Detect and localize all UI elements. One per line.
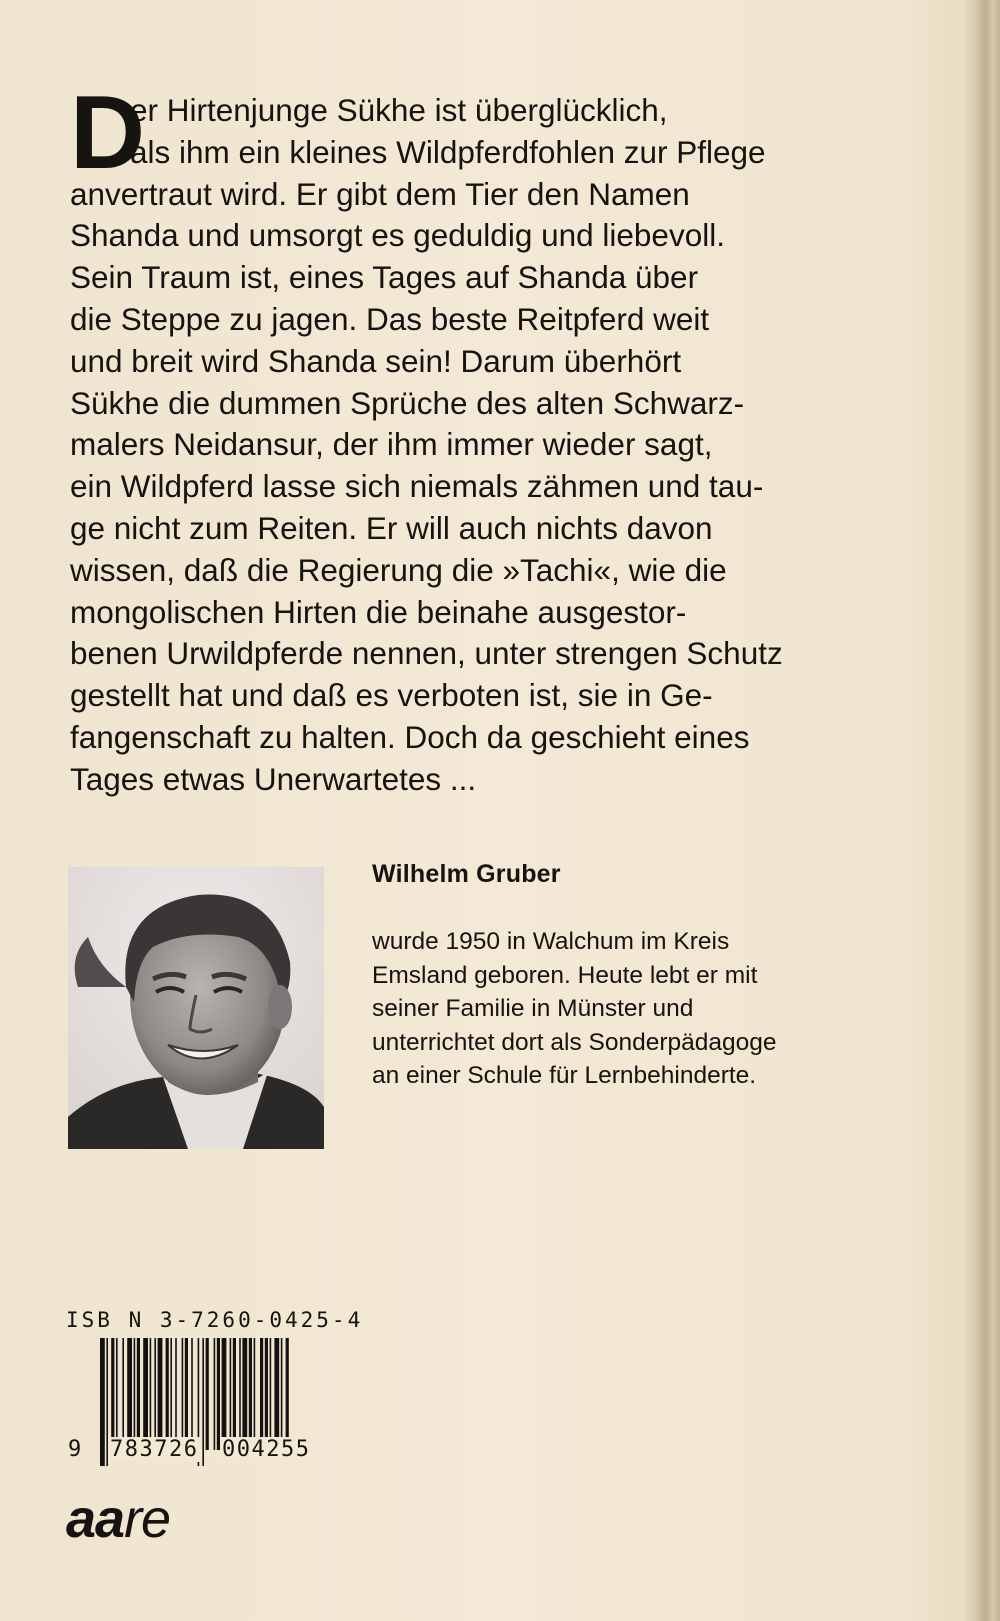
barcode-bar <box>134 1338 136 1450</box>
barcode-bar <box>154 1338 156 1450</box>
blurb-line: gestellt hat und daß es verboten ist, sie in Ge- <box>70 677 713 714</box>
barcode-bar <box>206 1338 209 1450</box>
barcode-bar <box>242 1338 247 1450</box>
barcode-bar <box>222 1338 227 1450</box>
blurb-line: wissen, daß die Regierung die »Tachi«, wie die <box>70 551 727 588</box>
barcode-bar <box>254 1338 256 1450</box>
author-photo <box>68 867 324 1149</box>
publisher-logo-bold: aa <box>66 1489 125 1549</box>
barcode-bar <box>158 1338 163 1450</box>
barcode-bar <box>191 1338 193 1450</box>
barcode-bar <box>111 1338 114 1450</box>
blurb-text <box>70 75 920 801</box>
blurb-line: ein Wildpferd lasse sich niemals zähmen und tau- <box>70 468 764 505</box>
barcode-bar <box>214 1338 216 1450</box>
blurb-line: Sein Traum ist, eines Tages auf Shanda über <box>70 259 699 296</box>
barcode-bar <box>185 1338 188 1450</box>
barcode-bar <box>260 1338 263 1450</box>
blurb-line: Shanda und umsorgt es geduldig und liebevoll. <box>70 217 725 254</box>
barcode-bar <box>116 1338 118 1450</box>
author-name: Wilhelm Gruber <box>372 860 561 888</box>
barcode-bar <box>274 1338 279 1450</box>
blurb-line: und breit wird Shanda sein! Darum überhört <box>70 342 682 379</box>
author-bio-line: seiner Familie in Münster und <box>372 995 694 1022</box>
author-bio-line: unterrichtet dort als Sonderpädagoge <box>372 1028 777 1056</box>
blurb-line: ge nicht zum Reiten. Er will auch nichts davon <box>70 509 713 546</box>
publisher-logo <box>66 1488 170 1550</box>
blurb-line: er Hirtenjunge Sükhe ist überglücklich, <box>130 92 668 128</box>
barcode-bar <box>170 1338 172 1450</box>
blurb-line: mongolischen Hirten die beinahe ausgestor- <box>70 593 687 630</box>
barcode-bar <box>122 1338 124 1450</box>
barcode-bar <box>281 1338 283 1450</box>
barcode-bar <box>230 1338 232 1450</box>
author-bio-line: wurde 1950 in Walchum im Kreis <box>372 928 730 955</box>
barcode-bar <box>175 1338 177 1450</box>
blurb-line: benen Urwildpferde nennen, unter strengen Schutz <box>70 635 783 672</box>
blurb-line: fangenschaft zu halten. Doch da geschieht eines <box>70 718 750 755</box>
barcode-bar <box>217 1338 220 1450</box>
barcode-bar <box>286 1338 289 1450</box>
barcode-bar <box>202 1338 204 1466</box>
drop-cap: D <box>70 75 144 191</box>
blurb-line: malers Neidansur, der ihm immer wieder sagt, <box>70 426 713 463</box>
publisher-logo-light: re <box>124 1489 171 1549</box>
blurb-line: Tages etwas Unerwartetes ... <box>70 760 477 797</box>
book-spine-edge <box>964 0 1000 1621</box>
barcode-left-digits: 783726 <box>110 1437 199 1462</box>
barcode-bar <box>137 1338 140 1450</box>
barcode-bar <box>265 1338 268 1450</box>
author-bio-line: Emsland geboren. Heute lebt er mit <box>372 961 758 989</box>
barcode-bar <box>233 1338 236 1450</box>
blurb-line: Sükhe die dummen Sprüche des alten Schwarz- <box>70 384 745 421</box>
barcode-bar <box>150 1338 152 1450</box>
blurb-line: anvertraut wird. Er gibt dem Tier den Namen <box>70 175 690 212</box>
barcode-first-digit: 9 <box>68 1437 83 1462</box>
blurb-line: als ihm ein kleines Wildpferdfohlen zur Pflege <box>130 133 766 170</box>
blurb-line: die Steppe zu jagen. Das beste Reitpferd weit <box>70 300 710 337</box>
barcode-bar <box>100 1338 105 1466</box>
barcode-bar <box>239 1338 241 1450</box>
author-bio-line: an einer Schule für Lernbehinderte. <box>372 1062 757 1089</box>
barcode-bar <box>270 1338 272 1450</box>
barcode-bar <box>127 1338 132 1450</box>
barcode-bar <box>143 1338 148 1450</box>
author-bio <box>372 925 777 1093</box>
barcode-bar <box>166 1338 169 1450</box>
barcode-right-digits: 004255 <box>222 1437 311 1462</box>
barcode-bar <box>249 1338 252 1450</box>
barcode-bar <box>182 1338 184 1450</box>
isbn-label: ISB N 3-7260-0425-4 <box>66 1308 364 1332</box>
